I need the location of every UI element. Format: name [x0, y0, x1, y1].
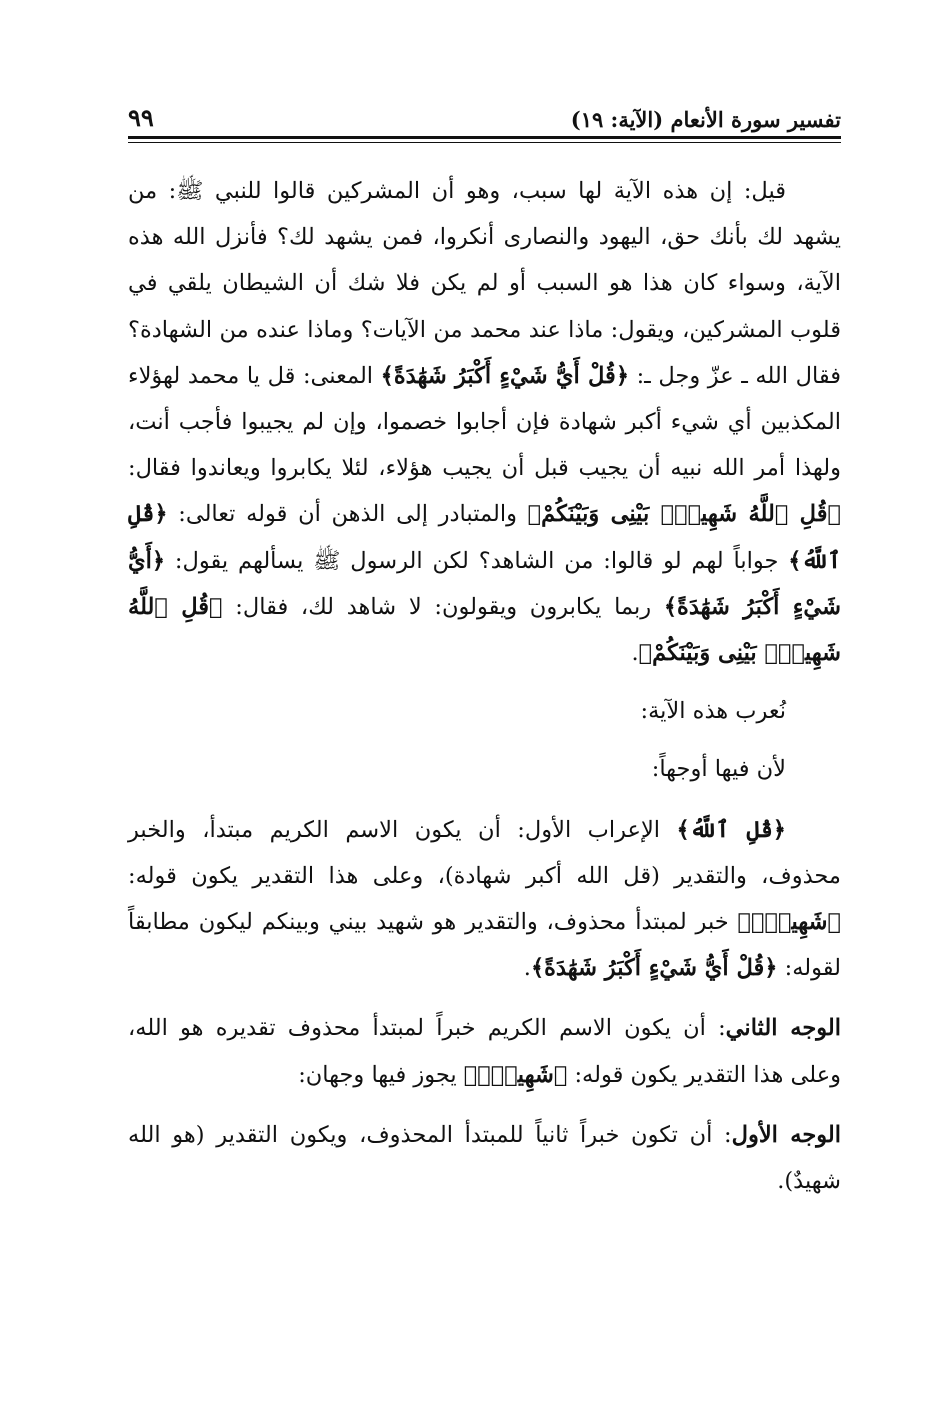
- quran-quote: ﴿أَيُّ شَيْءٍ أَكْبَرُ شَهَٰدَةً﴾: [128, 547, 841, 620]
- section-label: الوجه الثاني: [725, 1015, 841, 1042]
- text-span: : أن تكون خبراً ثانياً للمبتدأ المحذوف، ويكون التقدير (هو الله شهيدٌ).: [128, 1121, 841, 1195]
- text-span: .: [631, 640, 639, 667]
- page-body: [128, 168, 841, 1204]
- text-span: الإعراب الأول: أن يكون الاسم الكريم مبتدأ، والخبر محذوف، والتقدير (قل الله أكبر شهادة)، وعلى هذا التقدير يكون قوله:: [128, 816, 841, 889]
- paragraph-4: [128, 807, 841, 992]
- text-span: والمتبادر إلى الذهن أن قوله تعالى:: [167, 501, 528, 528]
- running-header: [128, 92, 841, 132]
- page-number: ٩٩: [128, 103, 154, 132]
- text-span: : أن يكون الاسم الكريم خبراً لمبتدأ محذوف تقديره هو الله، وعلى هذا التقدير يكون قوله:: [128, 1015, 841, 1088]
- text-span: المعنى: قل يا محمد لهؤلاء المكذبين أي شيء أكبر شهادة فإن أجابوا خصموا، وإن لم يجيبوا فأجب أنت، ولهذا أمر الله نبيه أن يجيب قبل أن يجيب هؤلاء، لئلا يكابروا ويعاندوا فقال:: [128, 362, 841, 482]
- header-rule-thin: [128, 142, 841, 143]
- paragraph-5: [128, 1005, 841, 1097]
- paragraph-6: [128, 1112, 841, 1204]
- text-span: يجوز فيها وجهان:: [298, 1061, 464, 1088]
- header-title: تفسير سورة الأنعام (الآية: ١٩): [570, 107, 841, 132]
- text-span: جواباً لهم لو قالوا: من الشاهد؟ لكن الرسول ﷺ يسألهم يقول:: [165, 547, 789, 574]
- text-span: .: [523, 955, 531, 982]
- quran-quote: ﴿قُلِ ٱللَّهُ شَهِيدٌۢ بَيْنِى وَبَيْنَكُمْ﴾: [128, 593, 841, 667]
- quran-quote: ﴿قُلِ ٱللَّهُ﴾: [128, 501, 841, 574]
- quran-quote: ﴿قُلِ ٱللَّهُ شَهِيدٌۢ بَيْنِى وَبَيْنَكُمْ﴾: [527, 501, 841, 528]
- text-span: قيل: إن هذه الآية لها سبب، وهو أن المشركين قالوا للنبي ﷺ: من يشهد لك بأنك حق، اليهود والنصارى أنكروا، فمن يشهد لك؟ فأنزل الله هذه الآية، وسواء كان هذا هو السبب أو لم يكن فلا شك أن الشيطان يلقي في قلوب المشركين، ويقول: ماذا عند محمد من الآيات؟ وماذا عنده من الشهادة؟ فقال الله ـ عزّ وجل ـ:: [128, 178, 841, 389]
- paragraph-2: نُعرب هذه الآية:: [640, 698, 786, 725]
- quran-quote: ﴿شَهِيدٌۢ﴾: [737, 909, 841, 936]
- header-rule-thick: [128, 136, 841, 139]
- quran-quote: ﴿قُلْ أَيُّ شَيْءٍ أَكْبَرُ شَهَٰدَةً﴾: [380, 362, 629, 389]
- paragraph-1: [128, 168, 841, 676]
- quran-quote: ﴿شَهِيدٌۢ﴾: [463, 1061, 568, 1088]
- quran-quote: ﴿قُلِ ٱللَّهُ﴾: [676, 816, 786, 843]
- text-span: خبر لمبتدأ محذوف، والتقدير هو شهيد بيني وبينكم ليكون مطابقاً لقوله:: [128, 909, 841, 982]
- quran-quote: ﴿قُلْ أَيُّ شَيْءٍ أَكْبَرُ شَهَٰدَةً﴾: [530, 955, 778, 982]
- section-label: الوجه الأول: [731, 1121, 841, 1148]
- paragraph-3: لأن فيها أوجهاً:: [651, 756, 786, 783]
- text-span: ربما يكابرون ويقولون: لا شاهد لك، فقال:: [222, 593, 664, 620]
